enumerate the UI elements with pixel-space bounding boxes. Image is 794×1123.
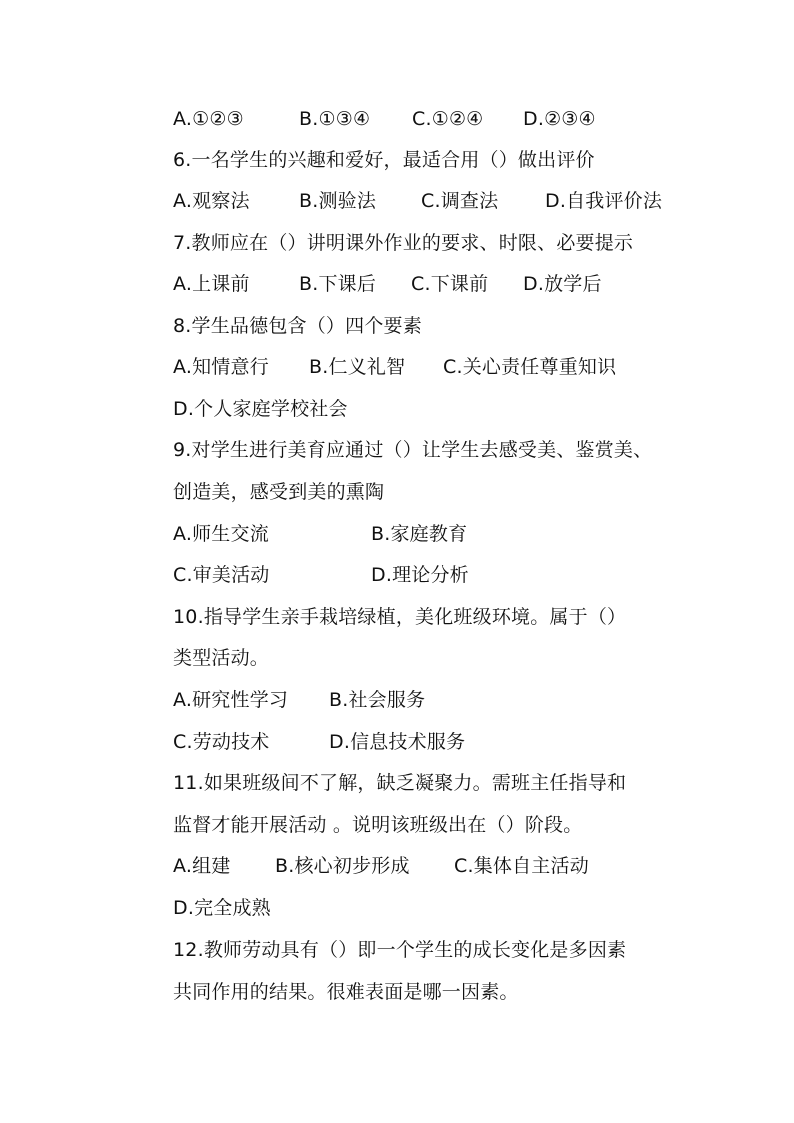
q5-option-b: B.①③④ [299,108,371,130]
q6-option-a: A.观察法 [173,190,250,212]
q6-stem: 6.一名学生的兴趣和爱好，最适合用（）做出评价 [173,149,595,171]
q7-option-a: A.上课前 [173,273,250,295]
q8-option-b: B.仁义礼智 [309,356,406,378]
q11-option-d: D.完全成熟 [173,897,271,919]
q11-option-a: A.组建 [173,855,231,877]
q5-option-a: A.①②③ [173,108,244,130]
q8-option-a: A.知情意行 [173,356,269,378]
q8-stem: 8.学生品德包含（）四个要素 [173,315,422,337]
q7-option-d: D.放学后 [523,273,602,295]
q10-stem-line-1: 10.指导学生亲手栽培绿植，美化班级环境。属于（） [173,606,627,628]
q10-stem-line-2: 类型活动。 [173,647,270,669]
q11-option-c: C.集体自主活动 [454,855,589,877]
q9-stem-line-1: 9.对学生进行美育应通过（）让学生去感受美、鉴赏美、 [173,439,653,461]
q9-option-c: C.审美活动 [173,564,270,586]
q9-option-b: B.家庭教育 [371,523,468,545]
q7-option-b: B.下课后 [299,273,377,295]
q12-stem-line-1: 12.教师劳动具有（）即一个学生的成长变化是多因素 [173,939,627,961]
q10-option-b: B.社会服务 [329,689,426,711]
q9-option-d: D.理论分析 [371,564,469,586]
q11-stem-line-2: 监督才能开展活动 。说明该班级出在（）阶段。 [173,814,583,836]
q8-option-c: C.关心责任尊重知识 [443,356,617,378]
q7-stem: 7.教师应在（）讲明课外作业的要求、时限、必要提示 [173,232,634,254]
q10-option-d: D.信息技术服务 [329,731,466,753]
q11-option-b: B.核心初步形成 [275,855,410,877]
q12-stem-line-2: 共同作用的结果。很难表面是哪一因素。 [173,981,519,1003]
q6-option-d: D.自我评价法 [545,190,663,212]
q9-option-a: A.师生交流 [173,523,269,545]
q6-option-c: C.调查法 [421,190,499,212]
q7-option-c: C.下课前 [411,273,489,295]
q11-stem-line-1: 11.如果班级间不了解，缺乏凝聚力。需班主任指导和 [173,772,627,794]
q9-stem-line-2: 创造美，感受到美的熏陶 [173,481,385,503]
q6-option-b: B.测验法 [299,190,377,212]
q8-option-d: D.个人家庭学校社会 [173,398,348,420]
q5-option-d: D.②③④ [523,108,596,130]
q5-option-c: C.①②④ [412,108,484,130]
q10-option-c: C.劳动技术 [173,731,270,753]
q10-option-a: A.研究性学习 [173,689,289,711]
